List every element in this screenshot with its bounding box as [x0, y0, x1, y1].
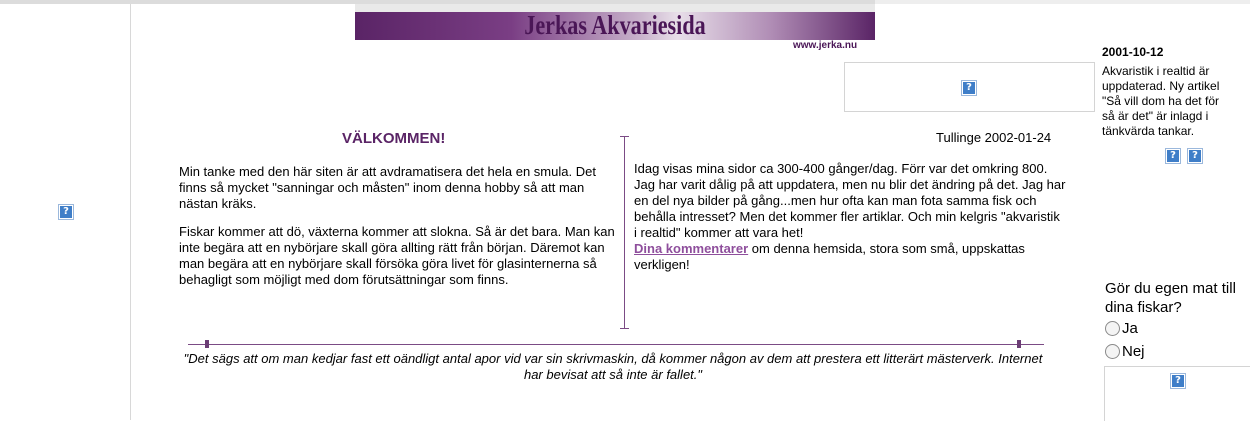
- broken-image-icon[interactable]: ?: [962, 81, 976, 95]
- site-banner[interactable]: [355, 4, 875, 52]
- beginner-paragraph: Fiskar kommer att dö, växterna kommer att slokna. Så är det bara. Man kan inte begära att en nybörjare skall göra allting rätt från början. Däremot kan man begära att en nybörjare skall försöka göra livet för glasinternerna så behagligt som möjligt med dom förutsättningar som finns.: [179, 224, 615, 287]
- news-text: Akvaristik i realtid är uppdaterad. Ny artikel "Så vill dom ha det för så är det" är inlagd i tänkvärda tankar.: [1102, 64, 1220, 138]
- poll-option-label: Ja: [1122, 320, 1138, 337]
- status-paragraph: [634, 161, 1066, 273]
- poll-option-label: Nej: [1122, 343, 1145, 360]
- broken-image-icon[interactable]: ?: [1171, 374, 1185, 388]
- column-divider: [624, 136, 625, 328]
- broken-image-icon[interactable]: ?: [1188, 149, 1202, 163]
- news-date: 2001-10-12: [1102, 45, 1164, 59]
- broken-image-icon[interactable]: ?: [59, 205, 73, 219]
- divider-tick-bottom: [620, 328, 629, 329]
- broken-image-icon[interactable]: ?: [1166, 149, 1180, 163]
- divider-end-right: [1017, 340, 1021, 348]
- site-url: www.jerka.nu: [793, 40, 858, 51]
- site-title: Jerkas Akvariesida: [524, 10, 706, 40]
- quote-text: "Det sägs att om man kedjar fast ett oändligt antal apor vid var sin skrivmaskin, då kommer någon av dem att prestera ett litterärt mästerverk. Internet har bevisat att så inte är fallet.": [183, 351, 1043, 382]
- horizontal-divider: [188, 344, 1044, 345]
- status-text: Idag visas mina sidor ca 300-400 gånger/dag. Förr var det omkring 800. Jag har varit dålig på att uppdatera, men nu blir det ändring på det. Jag har en del nya bilder på gång...men hur ofta kan man fota samma fisk och behålla intresset? Men det kommer fler artiklar. Och min kelgris "akvaristik i realtid" kommer att vara het!: [634, 161, 1066, 240]
- comments-link[interactable]: Dina kommentarer: [634, 241, 749, 256]
- ad-frame: [844, 62, 1095, 112]
- poll-frame: [1104, 366, 1250, 421]
- poll-question: Gör du egen mat till dina fiskar?: [1105, 280, 1236, 316]
- poll-option-nej[interactable]: [1105, 343, 1145, 360]
- comments-text: om denna hemsida, stora som små, uppskattas verkligen!: [634, 241, 1025, 272]
- page-title: VÄLKOMMEN!: [342, 130, 446, 147]
- left-frame: [0, 4, 131, 420]
- date-line: Tullinge 2002-01-24: [936, 130, 1052, 145]
- divider-end-left: [205, 340, 209, 348]
- browser-top-edge-right: [875, 0, 1250, 4]
- intro-paragraph: Min tanke med den här siten är att avdramatisera det hela en smula. Det finns så mycket "sanningar och måsten" inom denna hobby så att man nästan kräks.: [179, 164, 596, 211]
- poll-option-ja[interactable]: [1105, 320, 1138, 337]
- radio-button[interactable]: [1105, 344, 1120, 359]
- radio-button[interactable]: [1105, 321, 1120, 336]
- divider-tick-top: [620, 136, 629, 137]
